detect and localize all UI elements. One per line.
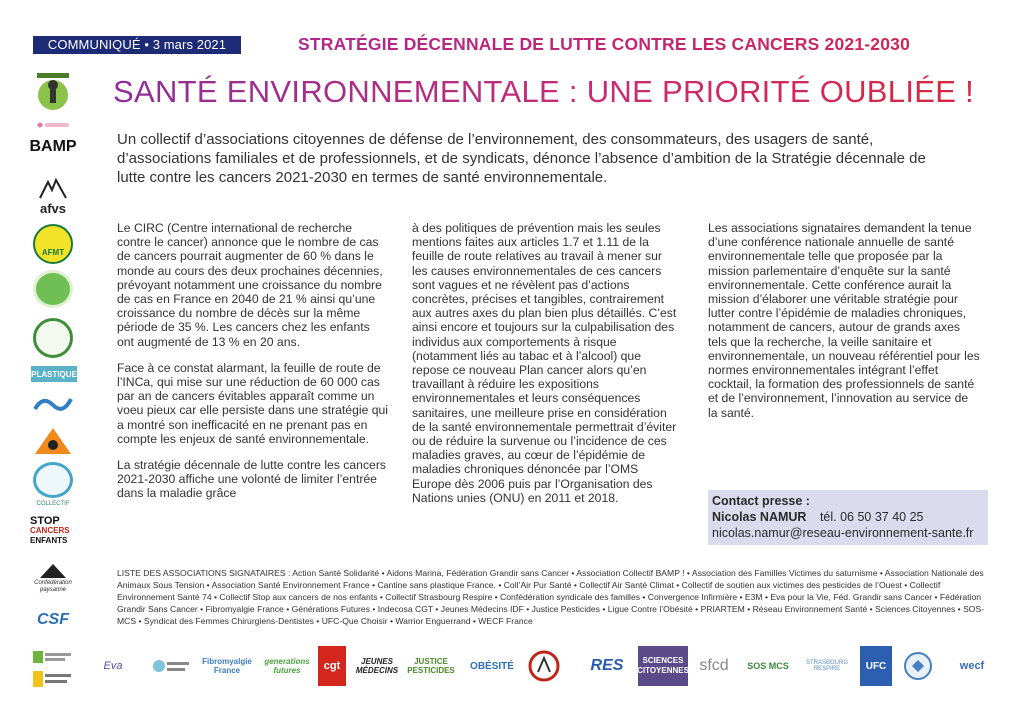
reseau-environnement-sante-logo: RES [590,657,624,674]
wecf-logo: wecf [959,660,985,672]
csf-logo [33,603,73,637]
body-column-1 [117,221,389,513]
column2-paragraph-1: à des politiques de prévention mais les seules mentions faites aux articles 1.7 et 1.11 de la feuille de route relatives au travail à mener sur les causes environnementales de ces cancers sont vagues et ne révèlent pas d’actions concrètes, précises et tangibles, contrairement aux autres axes du plan bien plus détaillés. C’est ainsi encore et toujours sur la culpabilisation des individus aux comportements à risque (notamment liés au tabac et à l’alcool) que repose ce nouveau Plan cancer alors qu’en travaillant à réduire les expositions environnementales et leurs conséquences sanitaires, une meilleure prise en considération de la santé environnementale permettrait d’éviter ou de réduire la survenue ou l’incidence de ces maladies graves, au cœur de l’épidémie de maladies chroniques dénoncée par l’OMS Europe dès 2006 puis par l’Organisation des Nations unies (ONU) en 2011 et 2018. [412,221,677,505]
generations-futures-logo: generations futures [264,657,310,675]
coll-air-pur-sante-logo [33,318,73,358]
convergence-infirmiere-logo [33,648,73,666]
afvs-logo: afvs [39,200,67,216]
afmt-logo-text: AFMT [41,247,65,257]
enfants-label: ENFANTS [30,536,68,545]
sfcd-logo: sfcd [699,657,729,674]
justice-pesticides-logo: JUSTICE PESTICIDES [407,657,455,675]
contact-phone: tél. 06 50 37 40 25 [819,510,924,524]
signatories-list: LISTE DES ASSOCIATIONS SIGNATAIRES : Action Santé Solidarité • Aidons Marina, Fédération Grandir sans Cancer • Association Collectif BAMP ! • Association des Familles Victimes du saturnisme • Association Nationale des Animaux Sous Tension • Association Santé Environnement France • Cantine sans plastique France. • Coll’Air Pur Santé • Collectif Air Santé Climat • Collectif de soutien aux victimes des pesticides de l’Ouest • Collectif Environnement Santé 74 • Collectif Stop aux cancers de nos enfants • Collectif Strasbourg Respire • Confédération syndicale des familles • Convergence Infirmière • E3M • Eva pour la Vie, Féd. Grandir sans Cancer • Fédération Grandir Sans Cancer • Fibromyalgie France • Générations Futures • Indecosa CGT • Jeunes Médecins IDF • Justice Pesticides • Ligue Contre l’Obésité • PRIARTEM • Réseau Environnement Santé • Sciences Citoyennes • SOS-MCS • Syndicat des Femmes Chirurgiens-Dentistes • UFC-Que Choisir • Warrior Enguerrand • WECF France [117,568,985,626]
ufc-que-choisir-logo: UFC [860,646,892,686]
communique-date-badge: COMMUNIQUÉ • 3 mars 2021 [33,36,241,54]
stop-label: STOP [30,515,60,527]
eva-pour-la-vie-logo: Eva [103,660,123,672]
intro-paragraph: Un collectif d’associations citoyennes de défense de l’environnement, des consommateurs, des usagers de santé, d’associations familiales et de professionnels, et de syndicats, dénonce l’absence d’ambition de la Stratégie décennale de lutte contre les cancers 2021-2030 en termes de santé environnementale. [117,131,926,186]
collectif-environnement-sante-74-logo [33,462,73,498]
sante-environnement-france-logo [33,270,73,308]
ligue-contre-obesite-logo: OBÉSITÉ [470,660,514,672]
press-contact-box [708,490,988,545]
e3m-logo [33,670,73,688]
confederation-paysanne-logo [33,558,73,598]
contact-name-line [712,509,988,525]
page-headline: SANTÉ ENVIRONNEMENTALE : UNE PRIORITÉ OUBLIÉE ! [113,74,1003,110]
priartem-logo [526,646,562,686]
air-sante-climat-logo [33,392,73,418]
sos-mcs-logo: SOS MCS [747,661,789,671]
action-sante-solidarite-logo [33,70,73,118]
sciences-citoyennes-logo: SCIENCES CITOYENNES [638,646,688,686]
column1-paragraph-2: Face à ce constat alarmant, la feuille de route de l’INCa, qui mise sur une réduction de 60 000 cas par an de cancers évitables apparaît comme un voeu pieux car elle persiste dans une stratégie qui a montré son inefficacité en ne prenant pas en compte les enjeux de santé environnementale. [117,360,388,446]
warrior-enguerrand-logo [900,646,936,686]
grandir-sans-cancer-logo [148,646,194,686]
body-column-2 [412,221,680,517]
column1-paragraph-3: La stratégie décennale de lutte contre les cancers 2021-2030 affiche une volonté de limiter l’entrée dans la maladie grâce [117,458,386,501]
csf-label: CSF [37,611,69,628]
confederation-label: Confédération paysanne [34,580,72,593]
afmt-logo [33,224,73,264]
contact-name: Nicolas NAMUR [712,510,807,524]
body-column-3 [708,221,980,432]
fibromyalgie-france-logo: Fibromyalgie France [202,657,252,675]
animaux-sous-tension-logo [33,178,73,200]
aidons-marina-logo [33,118,73,132]
contact-label: Contact presse : [712,494,810,508]
strasbourg-respire-logo: STRASBOURG RESPIRE [805,660,848,672]
cantine-sans-plastique-logo: PLASTIQUE [31,366,77,382]
cancers-label: CANCERS [30,526,70,535]
jeunes-medecins-logo: JEUNES MÉDECINS [355,657,399,675]
column3-paragraph-1: Les associations signataires demandent la tenue d’une conférence nationale annuelle de santé environnementale telle que proposée par la mission parlementaire d’enquête sur la santé environnementale. Cette conférence aurait la mission d’élaborer une véritable stratégie pour lutter contre l’épidémie de maladies chroniques, notamment de cancers, autour de grands axes tels que la recherche, la veille sanitaire et environnementale, un nouveau référentiel pour les normes environnementales intégrant l’effet cocktail, la formation des professionnels de santé et de l’environnement, l’innovation au service de la santé. [708,221,980,420]
indecosa-cgt-logo: cgt [318,646,346,686]
stop-cancers-enfants-logo [30,516,78,546]
bamp-logo: BAMP [29,138,77,155]
victimes-pesticides-ouest-logo [33,426,73,456]
strategy-title: STRATÉGIE DÉCENNALE DE LUTTE CONTRE LES CANCERS 2021-2030 [298,34,994,55]
collectif-label: COLLECTIF [36,501,70,507]
column1-paragraph-1: Le CIRC (Centre international de recherche contre le cancer) annonce que le nombre de cas de cancers pourrait augmenter de 60 % dans le monde au cours des deux prochaines décennies, prévoyant notamment une croissance du nombre de cas en France en 2040 de 21 % ainsi qu’une croissance du nombre de décès sur la même période de 35 %. Les cancers chez les enfants ont augmenté de 13 % en 20 ans. [117,221,383,349]
contact-email[interactable]: nicolas.namur@reseau-environnement-sante.fr [712,526,974,540]
